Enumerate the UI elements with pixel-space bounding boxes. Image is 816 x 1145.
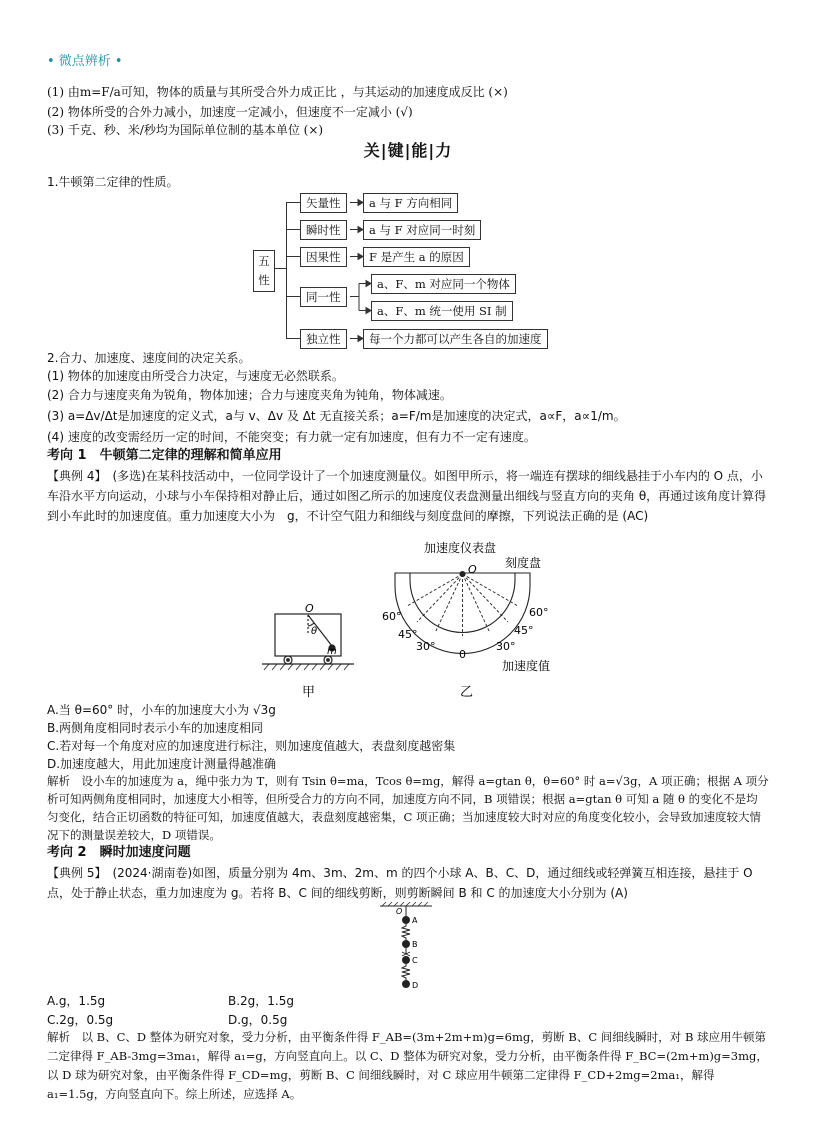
fig5-B: B <box>412 940 418 949</box>
option5-D: D.g，0.5g <box>228 1013 288 1027</box>
node-instant: 瞬时性 <box>300 220 347 240</box>
node-cause: 因果性 <box>300 247 347 267</box>
example5-stem: 【典例 5】 (2024·湖南卷)如图，质量分别为 4m、3m、2m、m 的四个小球 A、B、C、D，通过细线或轻弹簧互相连接，悬挂于 O 点，处于静止状态，重力加速度为 g。若将 B、C 间的细线剪断，则剪断瞬间 B 和 C 的加速度大小分别为 (A) <box>47 866 753 900</box>
dial-title: 加速度仪表盘 <box>424 541 497 555</box>
analysis4: 解析 设小车的加速度为 a，绳中张力为 T，则有 Tsin θ=ma，Tcos θ=mg，解得 a=gtan θ，θ=60° 时 a=√3g，A 项正确；根据 A 项分析可知两侧角度相同时，加速度大小相等，但所受合力的方向不同，加速度方向不同，B 项错误；根据 a=gtan θ 可知 a 随 θ 的变化不是均匀变化，结合正切函数的特征可知，加速度值越大，表盘刻度越密集，C 项正确；当加速度较大时对应的角度变化较小，会导致加速度较大情况下的测量误差较大，D 项错误。 <box>47 774 769 842</box>
node-same: 同一性 <box>300 287 347 307</box>
judge-item-3: (3) 千克、秒、米/秒均为国际单位制的基本单位 (×) <box>47 123 324 137</box>
example4-figure <box>250 536 570 701</box>
point2-item-2: (2) 合力与速度夹角为锐角，物体加速；合力与速度夹角为钝角，物体减速。 <box>47 388 452 402</box>
option4-B: B.两侧角度相同时表示小车的加速度相同 <box>47 721 264 735</box>
leaf-same-si: a、F、m 统一使用 SI 制 <box>371 301 513 321</box>
point2-title: 2.合力、加速度、速度间的决定关系。 <box>47 351 251 365</box>
acc-value-label: 加速度值 <box>502 659 551 673</box>
label-theta: θ <box>311 626 318 637</box>
diagram-root: 五性 <box>253 250 275 292</box>
label-O-jia: O <box>305 602 314 615</box>
tick-zero: 0 <box>459 648 466 661</box>
point2-item-3: (3) a=Δv/Δt是加速度的定义式，a与 v、Δv 及 Δt 无直接关系；a=F/m是加速度的决定式，a∝F，a∝1/m。 <box>47 409 626 423</box>
section-tag: • 微点辨析 • <box>47 54 123 69</box>
leaf-instant: a 与 F 对应同一时刻 <box>363 220 481 240</box>
leaf-vector: a 与 F 方向相同 <box>363 193 458 213</box>
node-indep: 独立性 <box>300 329 347 349</box>
fig5-A: A <box>412 916 418 925</box>
point2-item-4: (4) 速度的改变需经历一定的时间，不能突变；有力就一定有加速度，但有力不一定有速度。 <box>47 430 536 444</box>
cart-figure <box>262 614 354 670</box>
tick-30-right: 30° <box>496 640 516 653</box>
option4-C: C.若对每一个角度对应的加速度进行标注，则加速度值越大，表盘刻度越密集 <box>47 739 456 753</box>
option5-A: A.g，1.5g <box>47 994 106 1008</box>
scale-label: 刻度盘 <box>505 556 542 570</box>
example4-stem: 【典例 4】 (多选)在某科技活动中，一位同学设计了一个加速度测量仪。如图甲所示，将一端连有摆球的细线悬挂于小车内的 O 点，小车沿水平方向运动，小球与小车保持相对静止后，通过如图乙所示的加速度仪表盘测量出细线与竖直方向的夹角 θ，再通过该角度计算得到小车此时的加速度值。重力加速度大小为 g，不计空气阻力和细线与刻度盘间的摩擦，下列说法正确的是 (AC) <box>47 469 767 523</box>
tick-60-right: 60° <box>529 606 549 619</box>
example5-figure <box>376 902 436 994</box>
point1-title: 1.牛顿第二定律的性质。 <box>47 175 179 189</box>
section-heading: 关|键|能|力 <box>363 141 453 160</box>
topic2-heading: 考向 2 瞬时加速度问题 <box>47 845 191 860</box>
option5-C: C.2g，0.5g <box>47 1013 114 1027</box>
judge-item-1: (1) 由m=F/a可知，物体的质量与其所受合外力成正比 ，与其运动的加速度成反比 (×) <box>47 85 508 99</box>
leaf-cause: F 是产生 a 的原因 <box>363 247 470 267</box>
tick-60-left: 60° <box>382 610 402 623</box>
label-yi: 乙 <box>460 685 474 700</box>
label-O-yi: O <box>468 563 477 576</box>
label-m: m <box>327 646 337 657</box>
option5-B: B.2g，1.5g <box>228 994 295 1008</box>
tick-45-right: 45° <box>514 624 534 637</box>
tick-30-left: 30° <box>416 640 436 653</box>
judge-item-2: (2) 物体所受的合外力减小，加速度一定减小，但速度不一定减小 (√) <box>47 105 413 119</box>
analysis5: 解析 以 B、C、D 整体为研究对象，受力分析，由平衡条件得 F_AB=(3m+2m+m)g=6mg，剪断 B、C 间细线瞬时，对 B 球应用牛顿第二定律得 F_AB-3mg=3ma₁，解得 a₁=g，方向竖直向上。以 C、D 整体为研究对象，受力分析，由平衡条件得 F_BC=(2m+m)g=3mg，以 D 球为研究对象，由平衡条件得 F_CD=mg，剪断 B、C 间细线瞬时，对 C 球应用牛顿第二定律得 F_CD+2mg=2ma₁，解得 a₁=1.5g，方向竖直向下。综上所述，应选择 A。 <box>47 1030 768 1101</box>
fig5-O: O <box>396 907 403 916</box>
fig5-D: D <box>412 981 419 990</box>
label-jia: 甲 <box>302 685 316 700</box>
fig5-C: C <box>412 956 418 965</box>
topic1-heading: 考向 1 牛顿第二定律的理解和简单应用 <box>47 448 282 463</box>
point2-item-1: (1) 物体的加速度由所受合力决定，与速度无必然联系。 <box>47 369 344 383</box>
option4-A: A.当 θ=60° 时，小车的加速度大小为 √3g <box>47 703 276 717</box>
leaf-same-object: a、F、m 对应同一个物体 <box>371 274 516 294</box>
node-vector: 矢量性 <box>300 193 347 213</box>
leaf-indep: 每一个力都可以产生各自的加速度 <box>363 329 548 349</box>
tick-45-left: 45° <box>398 628 418 641</box>
option4-D: D.加速度越大，用此加速度计测量得越准确 <box>47 757 277 771</box>
